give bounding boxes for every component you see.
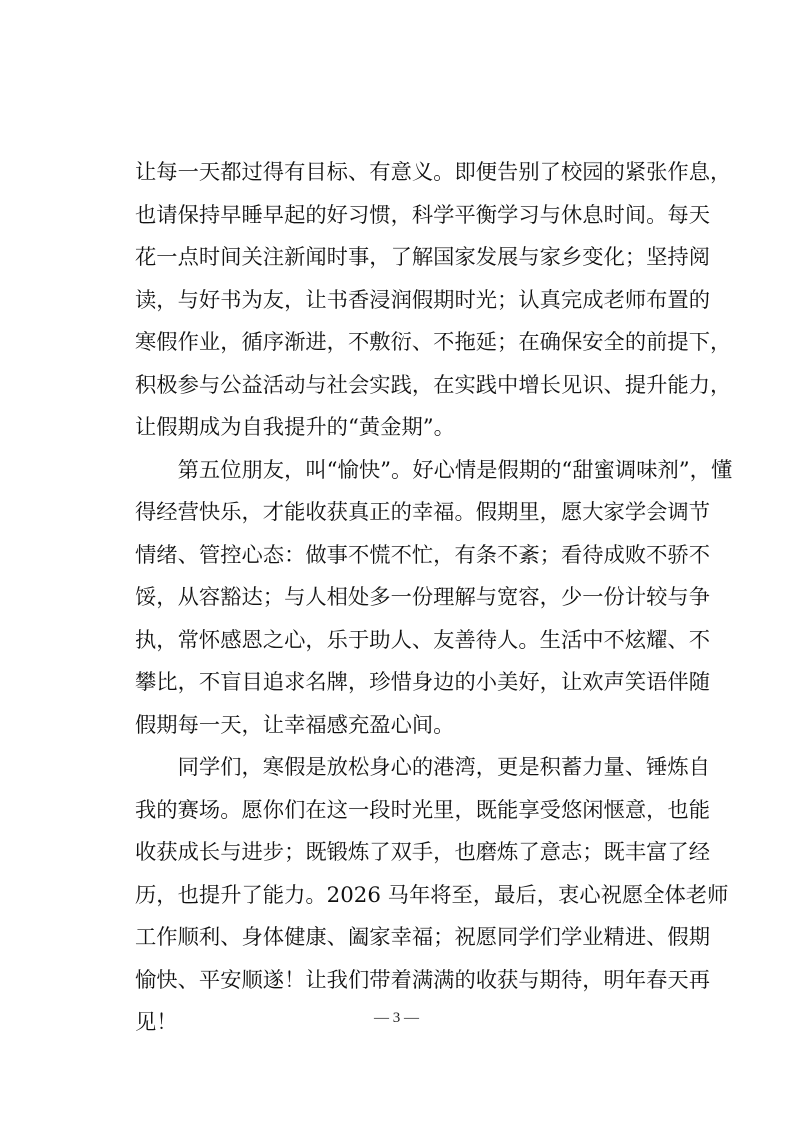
text-line: 执，常怀感恩之心，乐于助人、友善待人。生活中不炫耀、不 (135, 627, 711, 653)
text-line: 积极参与公益活动与社会实践，在实践中增长见识、提升能力， (135, 372, 732, 398)
text-line: 假期每一天，让幸福感充盈心间。 (135, 712, 455, 738)
text-line: 读，与好书为友，让书香浸润假期时光；认真完成老师布置的 (135, 287, 711, 313)
text-line: 攀比，不盲目追求名牌，珍惜身边的小美好，让欢声笑语伴随 (135, 670, 711, 695)
text-line: 也请保持早睡早起的好习惯，科学平衡学习与休息时间。每天 (135, 202, 711, 228)
text-line: 寒假作业，循序渐进，不敷衍、不拖延；在确保安全的前提下， (135, 330, 732, 355)
text-line: 花一点时间关注新闻时事，了解国家发展与家乡变化；坚持阅 (135, 245, 711, 270)
text-line: 让假期成为自我提升的“黄金期”。 (135, 415, 455, 440)
text-line: 让每一天都过得有目标、有意义。即便告别了校园的紧张作息， (135, 160, 732, 185)
body-text (135, 152, 733, 1045)
text-line: 工作顺利、身体健康、阖家幸福；祝愿同学们学业精进、假期 (135, 925, 711, 950)
text-line: 愉快、平安顺遂！让我们带着满满的收获与期待，明年春天再 (135, 967, 711, 993)
text-line: 得经营快乐，才能收获真正的幸福。假期里，愿大家学会调节 (135, 500, 711, 525)
page-number: — 3 — (374, 1010, 419, 1026)
text-line: 馁，从容豁达；与人相处多一份理解与宽容，少一份计较与争 (135, 585, 711, 610)
text-line: 见！ (135, 1010, 178, 1035)
text-line: 收获成长与进步；既锻炼了双手，也磨炼了意志；既丰富了经 (135, 840, 711, 865)
text-line: 历，也提升了能力。2026 马年将至，最后，衷心祝愿全体老师 (135, 882, 729, 908)
text-line: 情绪、管控心态：做事不慌不忙，有条不紊；看待成败不骄不 (135, 542, 711, 568)
text-line: 第五位朋友，叫“愉快”。好心情是假期的“甜蜜调味剂”，懂 (135, 457, 733, 483)
text-line: 我的赛场。愿你们在这一段时光里，既能享受悠闲惬意，也能 (135, 797, 711, 823)
text-line: 同学们，寒假是放松身心的港湾，更是积蓄力量、锤炼自 (135, 755, 711, 780)
